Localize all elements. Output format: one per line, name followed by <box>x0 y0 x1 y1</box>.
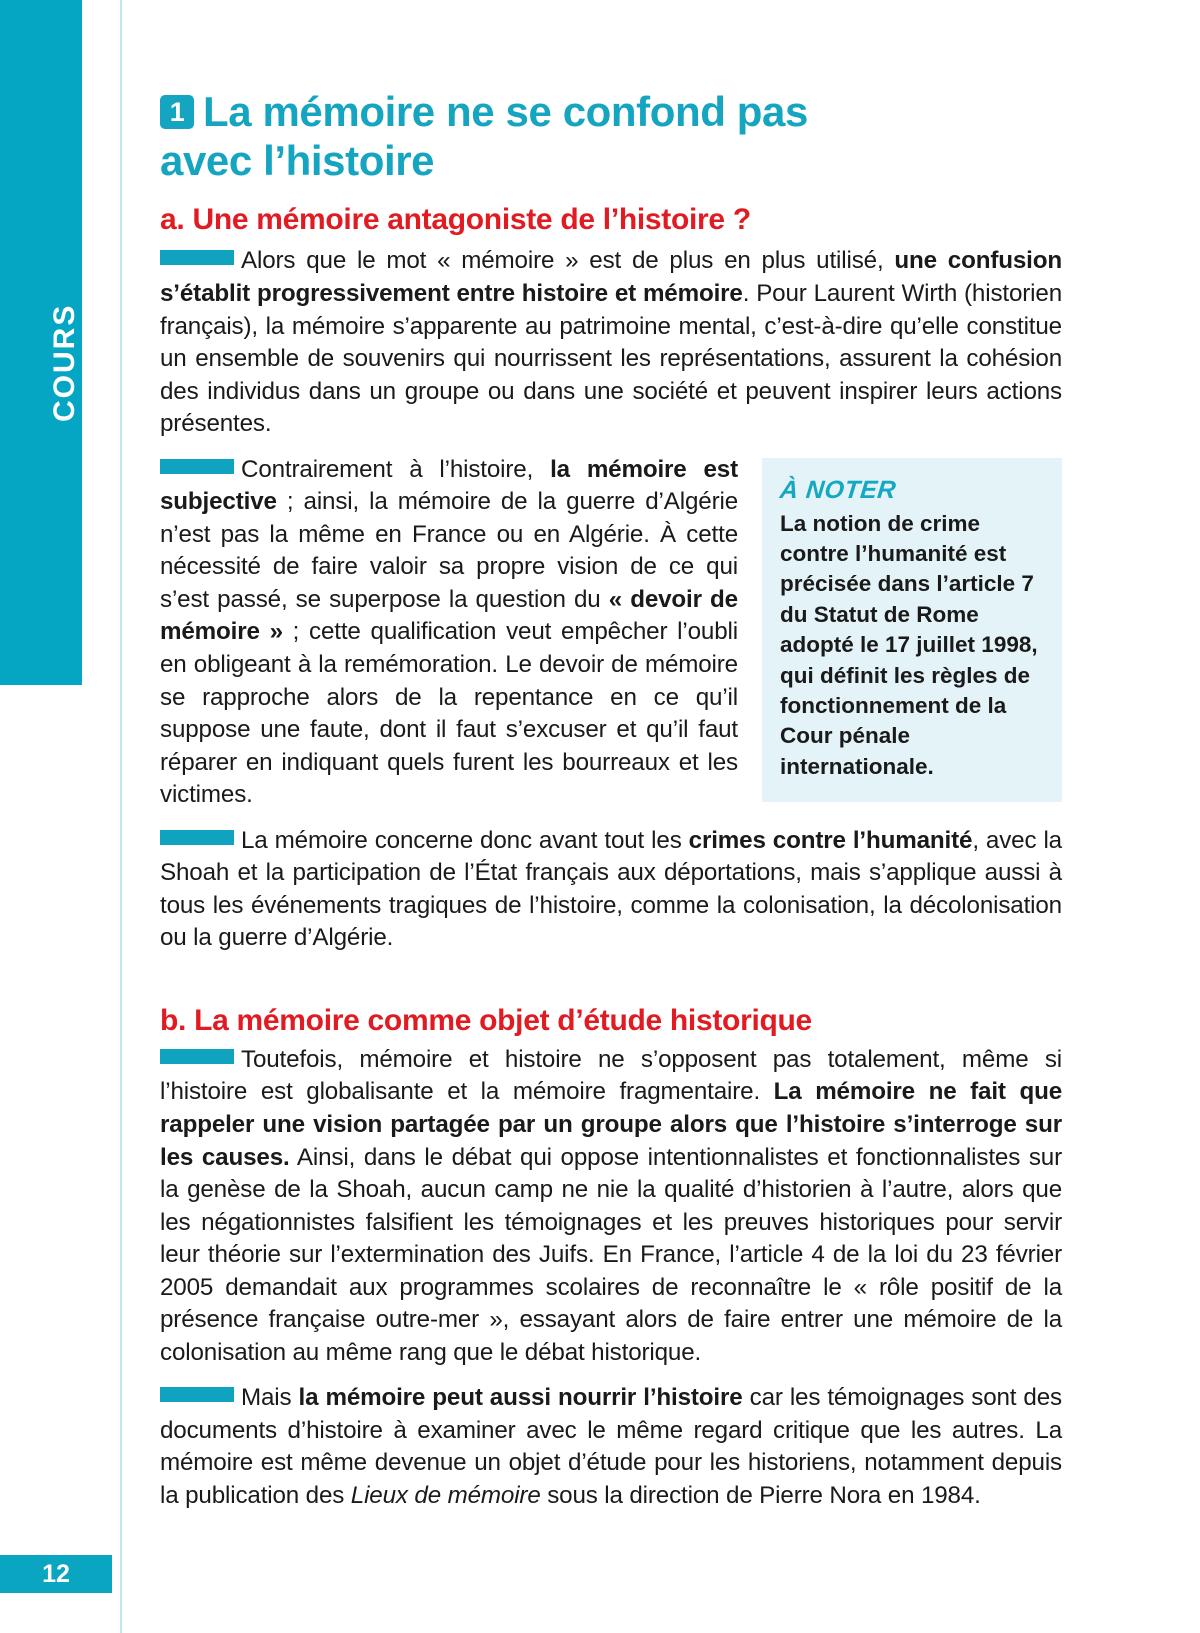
cours-sidebar-tab <box>0 0 82 685</box>
text-with-note-wrap <box>160 454 1062 968</box>
paragraph-marker-dash <box>160 459 234 474</box>
paragraph-b1-text-1: Toutefois, mémoire et histoire ne s’opposent pas totalement, même si l’histoire est globalisante et la mémoire fragmentaire. <box>160 1045 1062 1106</box>
a-noter-title: À NOTER <box>778 475 898 504</box>
paragraph-a1-text-1: Alors que le mot « mémoire » est de plus en plus utilisé, <box>241 247 895 275</box>
paragraph-a3-text-1: La mémoire concerne donc avant tout les <box>241 826 689 854</box>
paragraph-a2-bold-1: la mémoire est subjective <box>160 455 738 516</box>
paragraph-b2-text-2: car les témoignages sont des documents d’histoire à examiner avec le même regard critique que les autres. La mémoire est même devenue un objet d’étude pour les historiens, notamment depuis la publication des <box>160 1384 1062 1510</box>
paragraph-b1-bold-1: La mémoire ne fait que rappeler une vision partagée par un groupe alors que l’histoire s’interroge sur les causes. <box>160 1078 1062 1171</box>
paragraph-a3 <box>160 825 1062 955</box>
paragraph-a3-bold-1: crimes contre l’humanité <box>688 826 973 854</box>
page-title <box>160 88 840 185</box>
paragraph-a1-text-2: . Pour Laurent Wirth (historien français), la mémoire s’apparente au patrimoine mental, c’est-à-dire qu’elle constitue un ensemble de souvenirs qui nourrissent les représentations, assurent la cohésion des individus dans un groupe ou dans une société et peuvent inspirer leurs actions présentes. <box>160 279 1063 438</box>
paragraph-b1 <box>160 1044 1062 1369</box>
paragraph-b2 <box>160 1382 1062 1512</box>
paragraph-b1-text-2: Ainsi, dans le débat qui oppose intentionnalistes et fonctionnalistes sur la genèse de la Shoah, aucun camp ne nie la qualité d’historien à l’autre, alors que les négationnistes falsifient les témoignages et les preuves historiques pour servir leur théorie sur l’extermination des Juifs. En France, l’article 4 de la loi du 23 février 2005 demandait aux programmes scolaires de reconnaître le « rôle positif de la présence française outre-mer », essayant alors de faire entrer une mémoire de la colonisation au même rang que le débat historique. <box>160 1143 1062 1366</box>
paragraph-marker-dash <box>160 250 234 265</box>
paragraph-a2-text-3: ; cette qualification veut empêcher l’oubli en obligeant à la remémoration. Le devoir de mémoire se rapproche alors de la repentance en ce qu’il suppose une faute, dont il faut s’excuser et qu’il faut réparer en indiquant quels furent les bourreaux et les victimes. <box>160 618 738 809</box>
paragraph-a1-bold-1: une confusion s’établit progressivement entre histoire et mémoire <box>160 247 1062 307</box>
subsection-heading-a: a. Une mémoire antagoniste de l’histoire ? <box>160 203 751 237</box>
paragraph-a2-bold-2: « devoir de mémoire » <box>160 585 738 646</box>
page-title-text: La mémoire ne se confond pas avec l’histoire <box>160 88 808 184</box>
paragraph-marker-dash <box>160 1387 234 1402</box>
page-content <box>160 88 1062 1526</box>
sidebar-tab-label: COURS <box>48 303 81 422</box>
paragraph-marker-dash <box>160 1049 234 1064</box>
paragraph-a2-text-2: ; ainsi, la mémoire de la guerre d’Algérie n’est pas la même en France ou en Algérie. À cette nécessité de faire valoir sa propre vision de ce qui s’est passé, se superpose la question du <box>160 488 738 613</box>
page-number-badge: 12 <box>0 1555 112 1593</box>
paragraph-b2-bold-1: la mémoire peut aussi nourrir l’histoire <box>298 1384 743 1412</box>
paragraph-marker-dash <box>160 830 234 845</box>
paragraph-a2-text-1: Contrairement à l’histoire, <box>241 455 551 483</box>
a-noter-callout-box <box>762 458 1062 802</box>
paragraph-b2-text-3: sous la direction de Pierre Nora en 1984. <box>540 1482 981 1510</box>
vertical-rule-divider <box>120 0 122 1633</box>
a-noter-body-text: La notion de crime contre l’humanité est précisée dans l’article 7 du Statut de Rome adopté le 17 juillet 1998, qui définit les règles de fonctionnement de la Cour pénale internationale. <box>780 510 1038 779</box>
paragraph-a1 <box>160 245 1062 440</box>
paragraph-b2-text-1: Mais <box>241 1384 299 1412</box>
paragraph-a3-text-2: , avec la Shoah et la participation de l’État français aux déportations, mais s’applique aussi à tous les événements tragiques de l’histoire, comme la colonisation, la décolonisation ou la guerre d’Algérie. <box>160 826 1062 952</box>
subsection-heading-b: b. La mémoire comme objet d’étude historique <box>160 1003 812 1037</box>
section-number-badge: 1 <box>160 95 194 129</box>
paragraph-b2-italic-1: Lieux de mémoire <box>350 1482 541 1510</box>
